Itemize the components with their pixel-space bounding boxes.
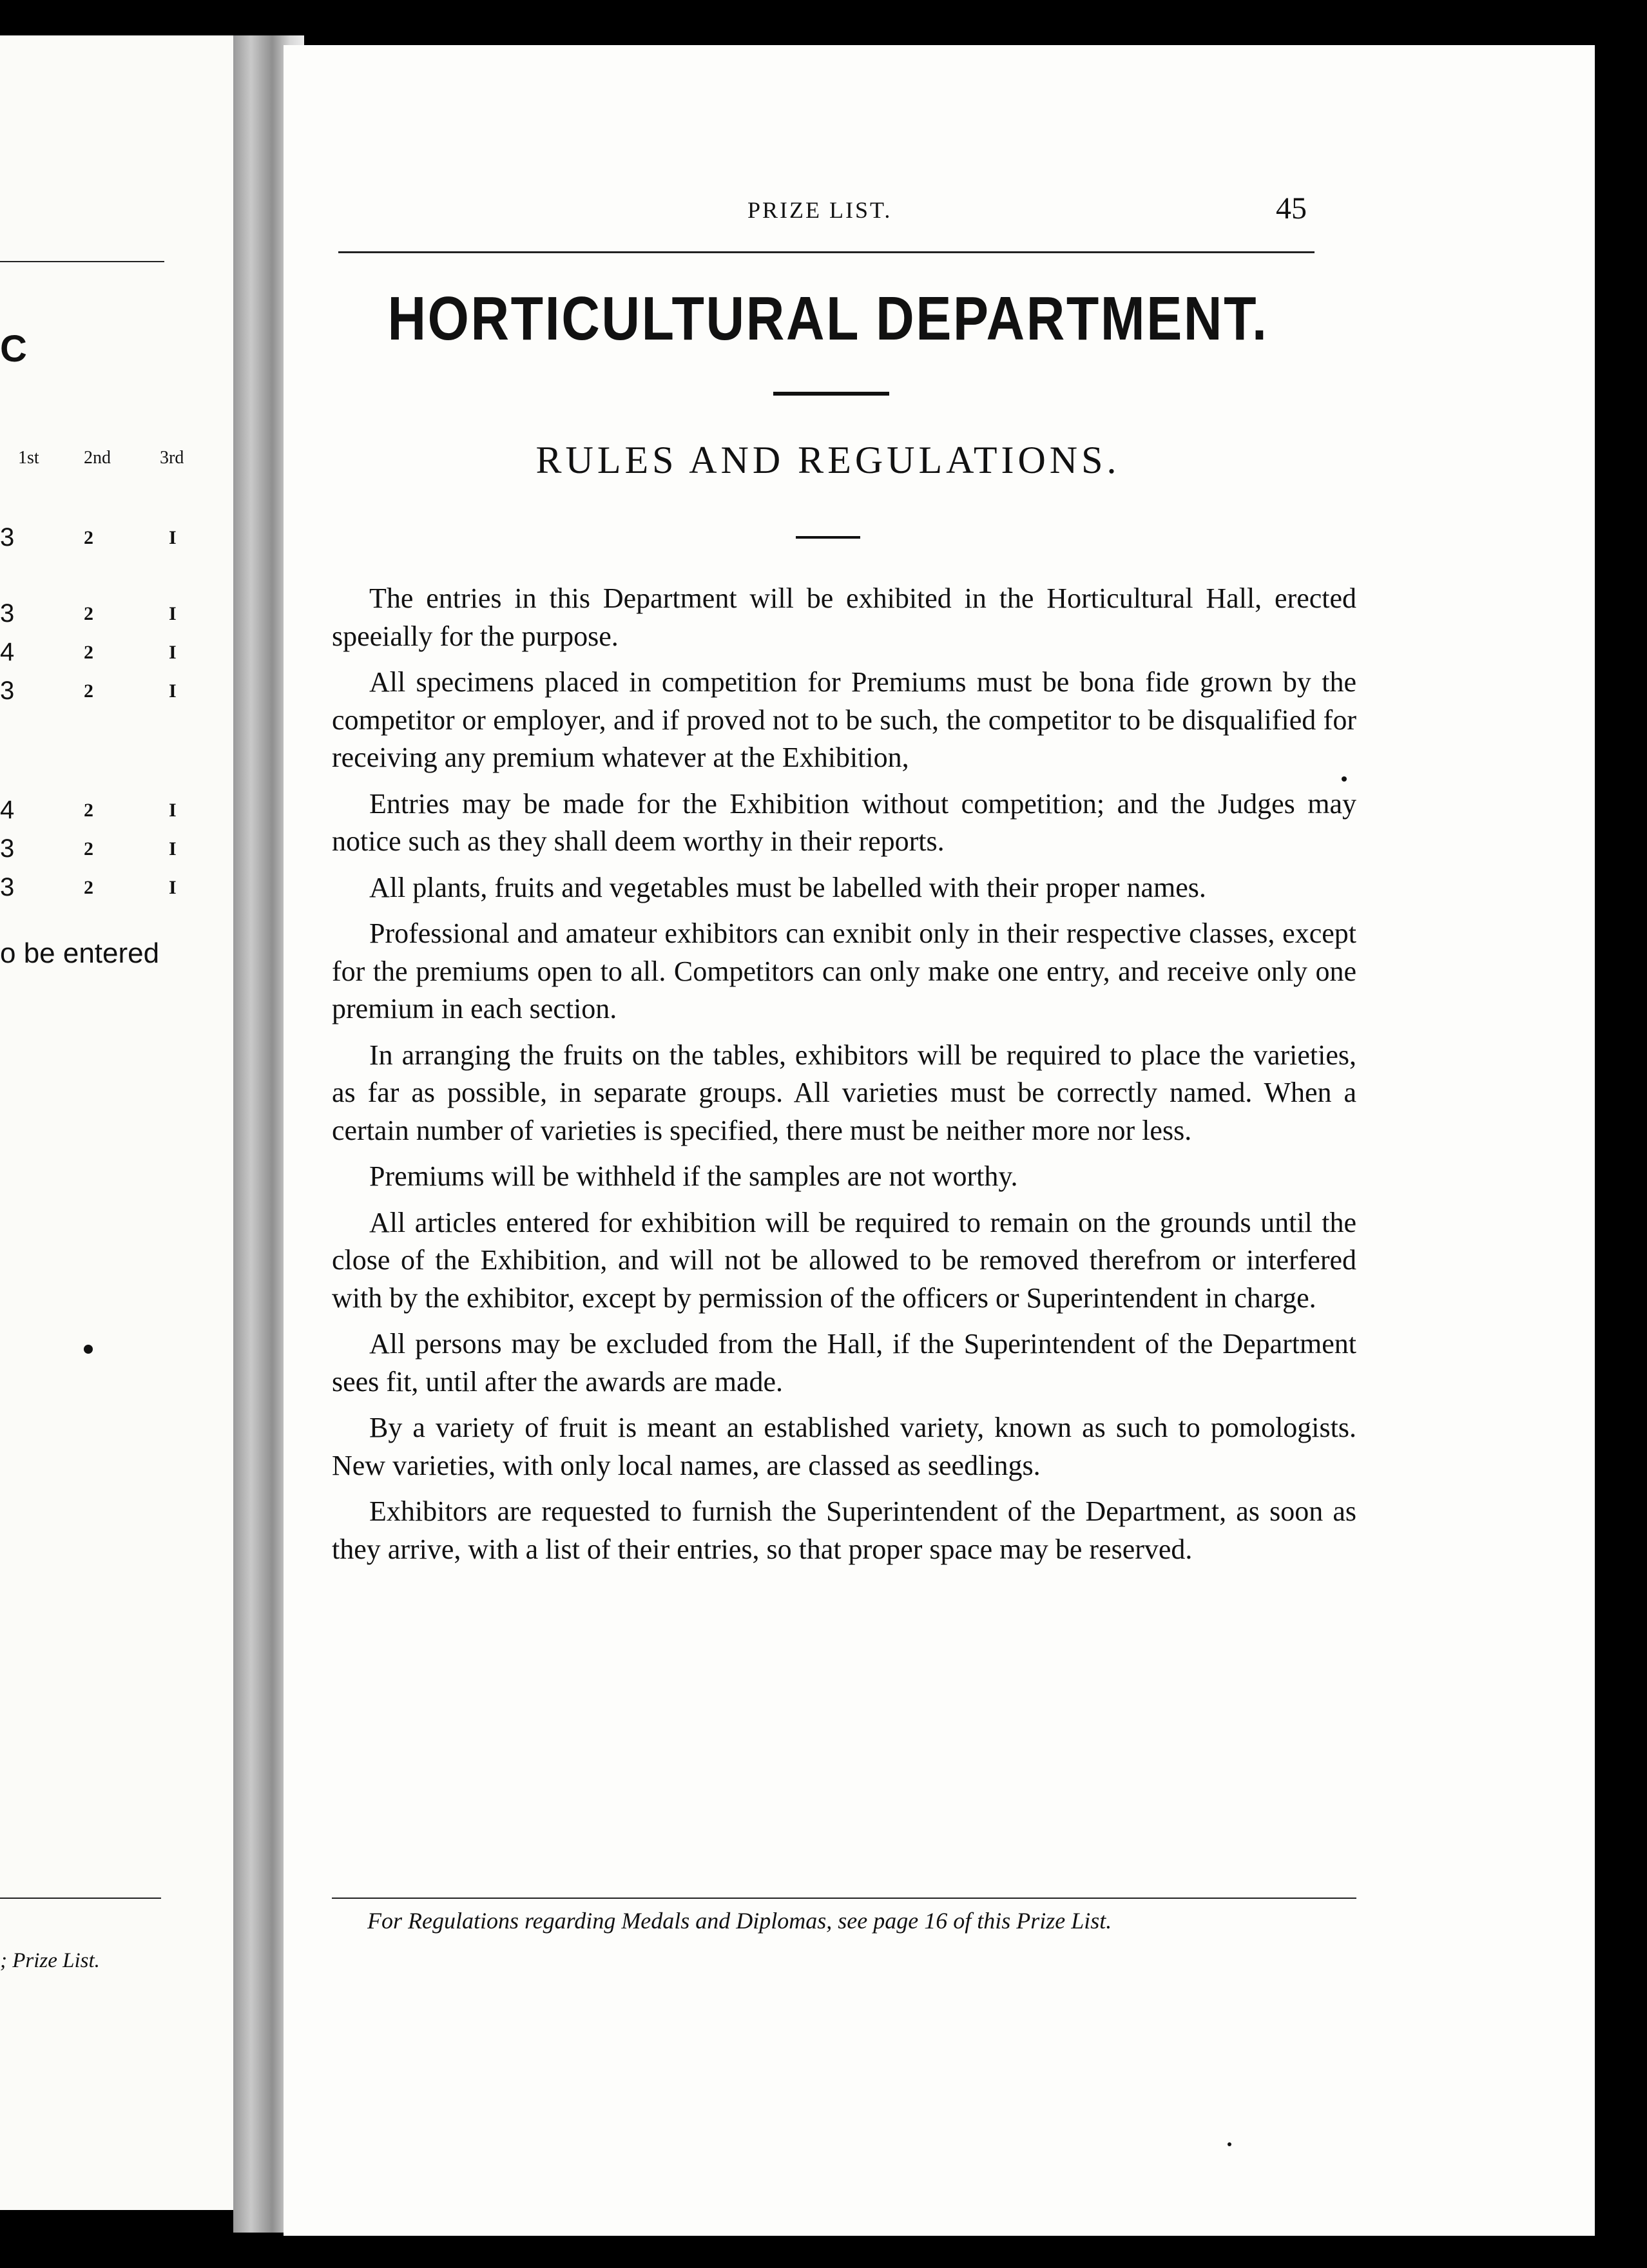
- rule-paragraph: All specimens placed in competition for Premiums must be bona fide grown by the competitor or employer, and if proved not to be such, the competitor to be disqualified for receiving any premium whatever at the Exhibition,: [332, 666, 1356, 773]
- prize-third: I: [169, 642, 177, 663]
- prize-row: [0, 834, 233, 863]
- header-rule: [338, 251, 1315, 253]
- prize-third: I: [169, 838, 177, 860]
- footnote-rule: [332, 1898, 1356, 1899]
- rules-body: [332, 580, 1356, 1568]
- rule-paragraph: All persons may be excluded from the Hall, if the Superintendent of the Department sees fit, until after the awards are made.: [332, 1328, 1356, 1398]
- rule-paragraph: Premiums will be withheld if the samples are not worthy.: [369, 1160, 1018, 1192]
- section-divider: [796, 536, 860, 539]
- column-header-first: 1st: [18, 448, 39, 468]
- prize-first: 3: [0, 834, 15, 863]
- prize-third: I: [169, 800, 177, 821]
- prize-second: 2: [84, 642, 93, 663]
- left-header-rule: [0, 261, 164, 262]
- left-heading-fragment: C: [0, 328, 27, 370]
- prize-second: 2: [84, 877, 93, 898]
- department-title: HORTICULTURAL DEPARTMENT.: [387, 284, 1269, 353]
- running-head: PRIZE LIST.: [747, 197, 892, 223]
- prize-first: 4: [0, 796, 15, 824]
- rule-paragraph: Exhibitors are requested to furnish the Superintendent of the Department, as soon as they arrive, with a list of their entries, so that proper space may be reserved.: [332, 1495, 1356, 1565]
- rule-paragraph: Entries may be made for the Exhibition without competition; and the Judges may notice such as they shall deem worthy in their reports.: [332, 787, 1356, 857]
- left-footnote-rule: [0, 1898, 161, 1899]
- prize-row: [0, 873, 233, 901]
- rule-paragraph: In arranging the fruits on the tables, exhibitors will be required to place the varieties, as far as possible, in separate groups. All varieties must be correctly named. When a certain number of varieties is specified, there must be neither more nor less.: [332, 1039, 1356, 1146]
- prize-second: 2: [84, 527, 93, 548]
- main-page: [284, 45, 1595, 2236]
- rule-paragraph: The entries in this Department will be exhibited in the Horticultural Hall, erected speeially for the purpose.: [332, 582, 1356, 652]
- ink-speck: [1342, 776, 1347, 782]
- title-divider: [773, 392, 889, 396]
- prize-third: I: [169, 877, 177, 898]
- left-footnote-fragment: ; Prize List.: [0, 1949, 100, 1972]
- prize-second: 2: [84, 680, 93, 702]
- prize-third: I: [169, 603, 177, 624]
- prize-row: [0, 523, 233, 552]
- rule-paragraph: Professional and amateur exhibitors can exnibit only in their respective classes, except for the premiums open to all. Competitors can only make one entry, and receive only one premium in each section.: [332, 918, 1356, 1024]
- rule-paragraph: By a variety of fruit is meant an established variety, known as such to pomologists. New varieties, with only local names, are classed as seedlings.: [332, 1412, 1356, 1481]
- prize-first: 3: [0, 523, 15, 552]
- column-header-third: 3rd: [160, 448, 184, 468]
- prize-second: 2: [84, 603, 93, 624]
- left-trailing-text: o be entered: [0, 937, 160, 969]
- prize-row: [0, 599, 233, 628]
- rule-paragraph: All plants, fruits and vegetables must be labelled with their proper names.: [369, 871, 1206, 903]
- prize-third: I: [169, 527, 177, 548]
- page-number: 45: [1276, 191, 1307, 226]
- section-title: RULES AND REGULATIONS.: [535, 439, 1121, 481]
- prize-row: [0, 638, 233, 666]
- prize-second: 2: [84, 838, 93, 860]
- prize-first: 3: [0, 873, 15, 901]
- prize-third: I: [169, 680, 177, 702]
- prize-row: [0, 677, 233, 705]
- ink-speck: [1228, 2142, 1231, 2146]
- ink-speck: [84, 1345, 93, 1354]
- prize-second: 2: [84, 800, 93, 821]
- column-header-second: 2nd: [84, 448, 111, 468]
- prize-row: [0, 796, 233, 824]
- left-facing-page: [0, 35, 233, 2210]
- footnote: For Regulations regarding Medals and Diplomas, see page 16 of this Prize List.: [367, 1908, 1112, 1934]
- rule-paragraph: All articles entered for exhibition will be required to remain on the grounds until the close of the Exhibition, and will not be allowed to be removed therefrom or interfered with by the exhibitor, except by permission of the officers or Superintendent in charge.: [332, 1206, 1356, 1314]
- prize-column-headers: [0, 448, 233, 474]
- prize-first: 3: [0, 599, 15, 628]
- prize-first: 3: [0, 677, 15, 705]
- prize-first: 4: [0, 638, 15, 666]
